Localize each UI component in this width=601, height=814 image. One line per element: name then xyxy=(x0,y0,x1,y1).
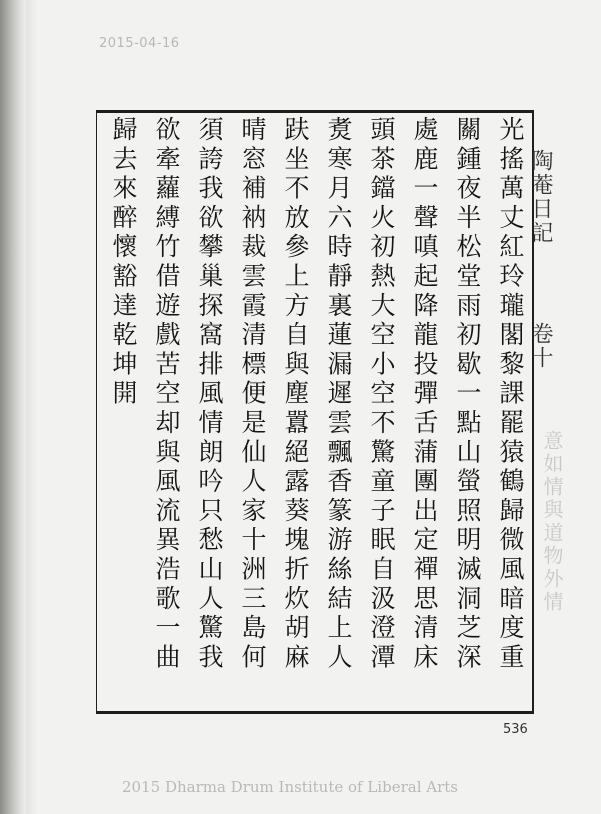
text-column: 光搖萬丈紅玲瓏閣黎課罷猿鶴歸微風暗度重 xyxy=(496,116,525,673)
copyright-watermark: 2015 Dharma Drum Institute of Liberal Arts xyxy=(122,778,458,796)
text-column: 須誇我欲攀巢探窩排風情朗吟只愁山人驚我 xyxy=(195,116,224,673)
page-gutter xyxy=(26,0,38,814)
text-column: 歸去來醉懷豁達乾坤開 xyxy=(109,116,138,409)
running-header xyxy=(527,112,557,412)
text-column: 關鍾夜半松堂雨初歇一點山螢照明滅洞芝深 xyxy=(453,116,482,673)
header-volume: 卷十 xyxy=(528,322,553,370)
bleedthrough-text: 意如情與道物外情 xyxy=(540,430,564,614)
text-column: 晴窓補衲裁雲霞清標便是仙人家十洲三島何 xyxy=(238,116,267,673)
text-column: 頭茶鐺火初熱大空小空不驚童子眠自汲澄潭 xyxy=(367,116,396,673)
book-spine-shadow xyxy=(0,0,26,814)
text-column: 欲牽蘿縛竹借遊戲苦空却與風流異浩歌一曲 xyxy=(152,116,181,673)
text-column: 處鹿一聲嗔起降龍投彈舌蒲團出定禪思清床 xyxy=(410,116,439,673)
scan-date-stamp: 2015-04-16 xyxy=(99,36,180,51)
header-title: 陶菴日記 xyxy=(528,149,553,245)
text-column: 趺坐不放參上方自與塵囂絕露葵塊折炊胡麻 xyxy=(281,116,310,673)
text-column: 煑寒月六時靜裏蓮漏遲雲飄香篆游絲結上人 xyxy=(324,116,353,673)
page-number: 536 xyxy=(503,722,528,737)
